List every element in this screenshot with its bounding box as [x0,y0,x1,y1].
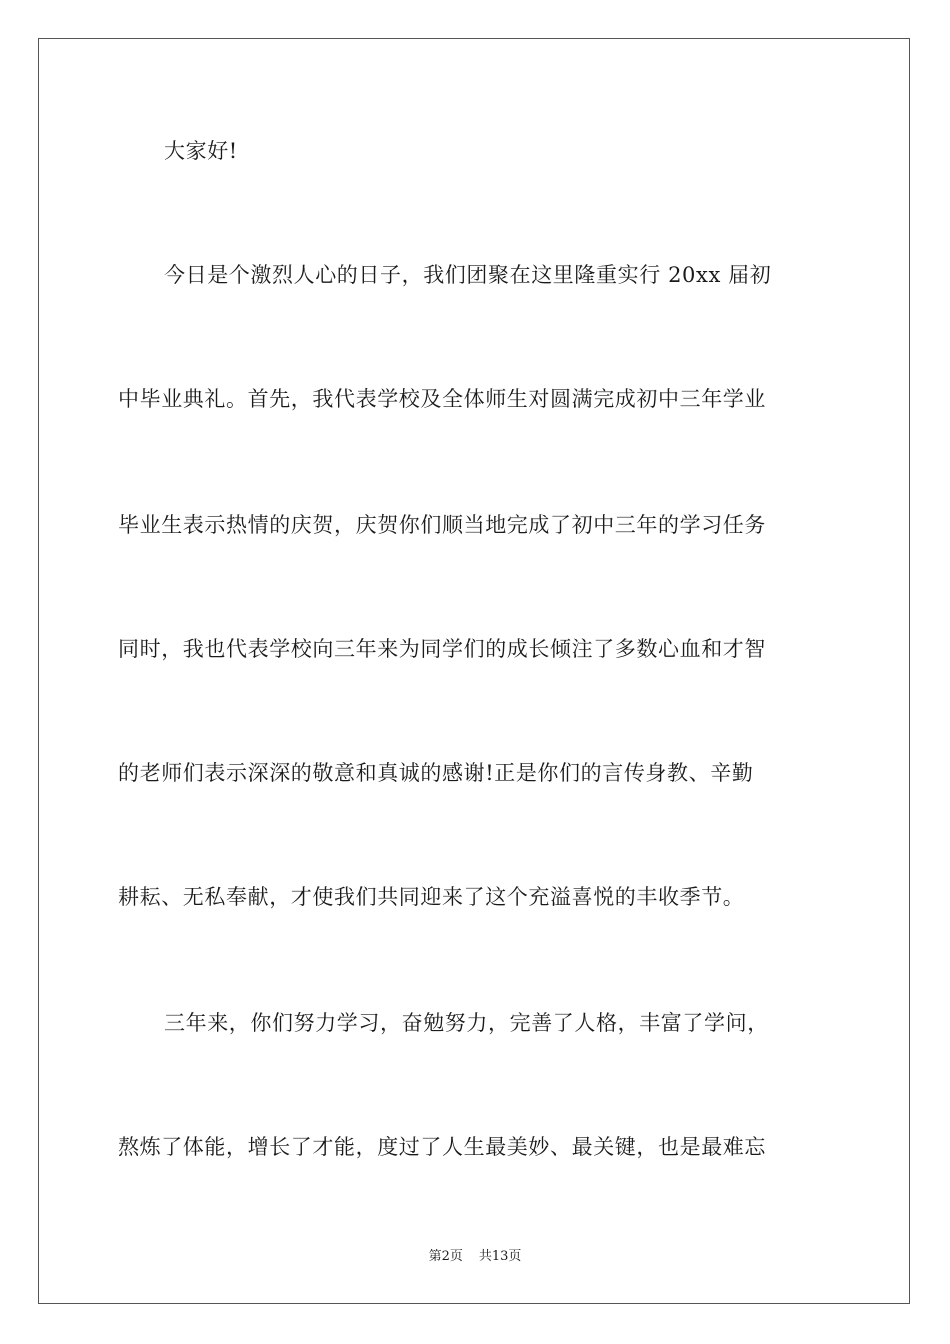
body-line-2: 中毕业典礼。首先，我代表学校及全体师生对圆满完成初中三年学业 [118,387,766,411]
body-line-7: 三年来，你们努力学习，奋勉努力，完善了人格，丰富了学问， [164,1011,769,1035]
page-total: 共13页 [478,1249,522,1264]
page-footer [0,1248,950,1266]
body-line-8: 熬炼了体能，增长了才能，度过了人生最美妙、最关键，也是最难忘 [118,1135,766,1159]
page-frame [38,38,910,1304]
body-line-3: 毕业生表示热情的庆贺，庆贺你们顺当地完成了初中三年的学习任务 [118,513,766,537]
greeting-line: 大家好! [164,139,238,163]
body-line-5: 的老师们表示深深的敬意和真诚的感谢!正是你们的言传身教、辛勤 [118,761,754,785]
body-line-6: 耕耘、无私奉献，才使我们共同迎来了这个充溢喜悦的丰收季节。 [118,885,745,909]
page-number: 第2页 [428,1249,463,1264]
body-line-4: 同时，我也代表学校向三年来为同学们的成长倾注了多数心血和才智 [118,637,766,661]
body-line-1: 今日是个激烈人心的日子，我们团聚在这里隆重实行 20xx 届初 [164,263,772,287]
